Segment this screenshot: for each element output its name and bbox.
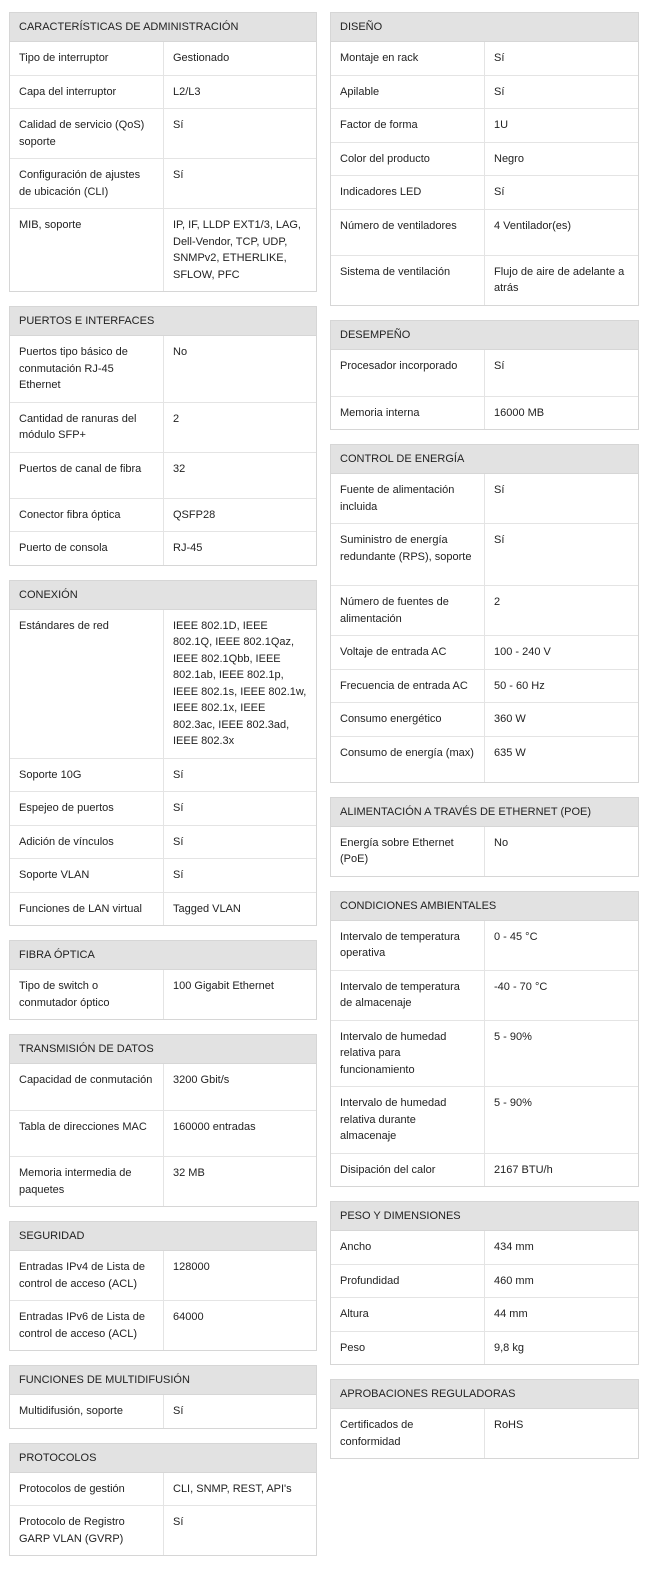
spec-label-text: Consumo de energía (max) xyxy=(340,746,474,759)
spec-label-text: Tabla de direcciones MAC xyxy=(19,1121,147,1133)
spec-value: 32 MB xyxy=(173,1167,205,1179)
spec-value: Sí xyxy=(173,1516,184,1528)
spec-row xyxy=(331,523,638,585)
spec-label xyxy=(10,499,164,532)
spec-value: Sí xyxy=(173,835,184,848)
spec-label xyxy=(331,176,485,209)
spec-row xyxy=(331,736,638,782)
spec-label xyxy=(331,703,485,736)
spec-value: Gestionado xyxy=(173,52,230,64)
spec-label-text: Certificados de conformidad xyxy=(340,1419,414,1448)
spec-value: 1U xyxy=(494,119,509,131)
spec-value: 100 Gigabit Ethernet xyxy=(173,980,274,992)
section-title: DESEMPEÑO xyxy=(331,321,638,350)
spec-row xyxy=(331,42,638,75)
section-title: CONEXIÓN xyxy=(10,581,316,610)
spec-label-text: Calidad de servicio (QoS) soporte xyxy=(19,119,145,148)
spec-value: 2167 BTU/h xyxy=(494,1163,553,1176)
spec-label xyxy=(331,1231,485,1264)
spec-row xyxy=(331,702,638,736)
spec-section-aprobaciones-reguladoras xyxy=(330,1379,639,1459)
spec-label xyxy=(331,524,485,585)
spec-row xyxy=(10,892,316,926)
spec-value: No xyxy=(173,346,188,358)
spec-value: Sí xyxy=(494,52,505,64)
spec-value: Sí xyxy=(494,484,505,496)
spec-label-text: Estándares de red xyxy=(19,619,109,632)
spec-label-text: Entradas IPv4 de Lista de control de acceso (ACL) xyxy=(19,1261,145,1290)
spec-value: Sí xyxy=(494,186,505,198)
spec-section-seguridad xyxy=(9,1221,317,1351)
spec-label xyxy=(10,859,164,892)
spec-label xyxy=(331,921,485,970)
spec-label xyxy=(10,42,164,75)
spec-label-text: Memoria intermedia de paquetes xyxy=(19,1167,132,1196)
spec-label xyxy=(331,109,485,142)
spec-label xyxy=(331,586,485,635)
section-title: PUERTOS E INTERFACES xyxy=(10,307,316,336)
section-title: APROBACIONES REGULADORAS xyxy=(331,1380,638,1409)
section-title: DISEÑO xyxy=(331,13,638,42)
spec-label xyxy=(10,1473,164,1506)
spec-value: 2 xyxy=(494,596,501,608)
spec-label-text: Memoria interna xyxy=(340,406,420,419)
spec-label-text: Conector fibra óptica xyxy=(19,508,121,521)
spec-label xyxy=(331,350,485,396)
spec-row xyxy=(10,1300,316,1350)
spec-value: RoHS xyxy=(494,1419,524,1431)
spec-value: 9,8 kg xyxy=(494,1341,524,1354)
spec-value: IP, IF, LLDP EXT1/3, LAG, Dell-Vendor, TCP, UDP, SNMPv2, ETHERLIKE, SFLOW, PFC xyxy=(173,219,301,281)
spec-label-text: Adición de vínculos xyxy=(19,835,114,848)
spec-section-control-de-energia xyxy=(330,444,639,783)
spec-value: 5 - 90% xyxy=(494,1097,532,1109)
spec-label-text: Funciones de LAN virtual xyxy=(19,902,142,915)
spec-label xyxy=(10,970,164,1019)
spec-value: Sí xyxy=(494,359,505,372)
spec-label xyxy=(10,1157,164,1206)
spec-label xyxy=(10,1251,164,1300)
spec-value: Tagged VLAN xyxy=(173,902,241,915)
spec-value: 128000 xyxy=(173,1261,210,1273)
spec-row xyxy=(331,1231,638,1264)
spec-label-text: Entradas IPv6 de Lista de control de acceso (ACL) xyxy=(19,1311,145,1340)
spec-label-text: Puertos tipo básico de conmutación RJ-45 Ethernet xyxy=(19,346,128,391)
spec-label-text: Altura xyxy=(340,1308,369,1320)
spec-label-text: Voltaje de entrada AC xyxy=(340,646,447,658)
spec-label xyxy=(331,1265,485,1298)
spec-value: Sí xyxy=(173,169,184,181)
spec-row xyxy=(10,75,316,109)
spec-row xyxy=(10,208,316,291)
spec-label-text: Multidifusión, soporte xyxy=(19,1405,123,1417)
spec-label xyxy=(10,759,164,792)
spec-label xyxy=(10,1506,164,1555)
spec-label xyxy=(331,42,485,75)
spec-label-text: Intervalo de temperatura operativa xyxy=(340,930,460,959)
spec-row xyxy=(331,921,638,970)
spec-section-condiciones-ambientales xyxy=(330,891,639,1188)
spec-row xyxy=(10,1064,316,1110)
spec-label xyxy=(331,474,485,523)
spec-section-desempeno xyxy=(330,320,639,431)
spec-section-protocolos xyxy=(9,1443,317,1557)
section-title: TRANSMISIÓN DE DATOS xyxy=(10,1035,316,1064)
spec-label xyxy=(331,210,485,255)
spec-label-text: Soporte 10G xyxy=(19,768,82,781)
spec-row xyxy=(331,396,638,430)
spec-row xyxy=(10,531,316,565)
spec-value: Flujo de aire de adelante a atrás xyxy=(494,265,625,294)
spec-label xyxy=(10,336,164,402)
spec-label-text: Montaje en rack xyxy=(340,52,419,64)
spec-label-text: Número de fuentes de alimentación xyxy=(340,596,449,625)
spec-value: 3200 Gbit/s xyxy=(173,1074,230,1086)
spec-section-funciones-de-multidifusion xyxy=(9,1365,317,1429)
spec-row xyxy=(331,1153,638,1187)
spec-row xyxy=(10,402,316,452)
spec-row xyxy=(10,758,316,792)
spec-row xyxy=(10,1395,316,1428)
spec-label xyxy=(10,403,164,452)
spec-value: 2 xyxy=(173,412,180,425)
spec-row xyxy=(10,336,316,402)
spec-label xyxy=(10,1301,164,1350)
spec-row xyxy=(331,1331,638,1365)
spec-label xyxy=(10,826,164,859)
spec-label xyxy=(331,1021,485,1087)
spec-label xyxy=(10,109,164,158)
spec-row xyxy=(331,1086,638,1153)
spec-label xyxy=(10,1064,164,1110)
spec-label-text: Sistema de ventilación xyxy=(340,265,451,278)
spec-label xyxy=(10,209,164,291)
spec-value: CLI, SNMP, REST, API's xyxy=(173,1482,292,1495)
spec-value: 32 xyxy=(173,462,186,475)
section-title: FUNCIONES DE MULTIDIFUSIÓN xyxy=(10,1366,316,1395)
section-title: PROTOCOLOS xyxy=(10,1444,316,1473)
spec-section-fibra-optica xyxy=(9,940,317,1020)
spec-section-puertos-e-interfaces xyxy=(9,306,317,566)
spec-value: Sí xyxy=(494,85,505,98)
spec-label xyxy=(331,1409,485,1458)
spec-row xyxy=(10,42,316,75)
spec-label-text: Capacidad de conmutación xyxy=(19,1074,153,1086)
spec-value: 50 - 60 Hz xyxy=(494,679,545,692)
spec-value: Negro xyxy=(494,152,524,165)
spec-value: 44 mm xyxy=(494,1308,528,1320)
spec-value: 64000 xyxy=(173,1311,204,1323)
spec-row xyxy=(331,1020,638,1087)
spec-value: Sí xyxy=(173,802,184,814)
spec-label-text: Puerto de consola xyxy=(19,542,108,554)
section-title: ALIMENTACIÓN A TRAVÉS DE ETHERNET (POE) xyxy=(331,798,638,827)
spec-label-text: Protocolos de gestión xyxy=(19,1482,125,1495)
spec-value: 160000 entradas xyxy=(173,1121,256,1133)
spec-label-text: Puertos de canal de fibra xyxy=(19,462,142,475)
spec-value: Sí xyxy=(173,1405,184,1417)
spec-value: QSFP28 xyxy=(173,508,216,521)
spec-label-text: Color del producto xyxy=(340,152,430,165)
spec-row xyxy=(10,108,316,158)
spec-label-text: Suministro de energía redundante (RPS), soporte xyxy=(340,534,472,563)
spec-value: 360 W xyxy=(494,713,526,725)
section-title: CONDICIONES AMBIENTALES xyxy=(331,892,638,921)
spec-row xyxy=(10,791,316,825)
spec-label xyxy=(10,610,164,758)
spec-row xyxy=(10,1505,316,1555)
spec-label xyxy=(10,1111,164,1156)
spec-value: Sí xyxy=(173,119,184,131)
spec-row xyxy=(331,669,638,703)
spec-label-text: Tipo de switch o conmutador óptico xyxy=(19,980,110,1009)
spec-row xyxy=(331,142,638,176)
right-column xyxy=(330,12,639,1473)
spec-label xyxy=(331,737,485,782)
spec-value: 5 - 90% xyxy=(494,1030,532,1043)
spec-label-text: Indicadores LED xyxy=(340,186,422,198)
spec-row xyxy=(331,635,638,669)
spec-label xyxy=(10,453,164,498)
spec-label-text: Consumo energético xyxy=(340,713,442,725)
spec-row xyxy=(10,1251,316,1300)
spec-row xyxy=(331,108,638,142)
spec-label xyxy=(10,1395,164,1428)
spec-label-text: Intervalo de humedad relativa durante almacenaje xyxy=(340,1097,447,1142)
spec-label xyxy=(331,1154,485,1187)
spec-label-text: Ancho xyxy=(340,1241,372,1253)
spec-label xyxy=(331,397,485,430)
spec-row xyxy=(331,474,638,523)
spec-label-text: Peso xyxy=(340,1341,366,1354)
spec-label xyxy=(331,1298,485,1331)
spec-label-text: Profundidad xyxy=(340,1274,400,1287)
spec-row xyxy=(10,825,316,859)
spec-value: 16000 MB xyxy=(494,406,545,419)
section-title: SEGURIDAD xyxy=(10,1222,316,1251)
spec-row xyxy=(10,158,316,208)
spec-label-text: Cantidad de ranuras del módulo SFP+ xyxy=(19,412,137,441)
section-title: CONTROL DE ENERGÍA xyxy=(331,445,638,474)
spec-value: No xyxy=(494,836,509,849)
spec-label-text: Configuración de ajustes de ubicación (CLI) xyxy=(19,169,141,198)
spec-value: 460 mm xyxy=(494,1274,534,1287)
spec-label-text: Soporte VLAN xyxy=(19,869,90,881)
spec-row xyxy=(331,209,638,255)
spec-label xyxy=(10,76,164,109)
spec-row xyxy=(331,350,638,396)
spec-row xyxy=(10,970,316,1019)
section-title: CARACTERÍSTICAS DE ADMINISTRACIÓN xyxy=(10,13,316,42)
spec-label-text: Intervalo de humedad relativa para funcionamiento xyxy=(340,1030,447,1076)
spec-label xyxy=(331,76,485,109)
spec-label-text: Intervalo de temperatura de almacenaje xyxy=(340,980,460,1009)
spec-label xyxy=(331,827,485,876)
spec-value: 434 mm xyxy=(494,1241,534,1253)
spec-value: RJ-45 xyxy=(173,542,203,554)
spec-value: L2/L3 xyxy=(173,85,201,98)
spec-row xyxy=(10,1156,316,1206)
spec-value: 4 Ventilador(es) xyxy=(494,219,572,232)
spec-value: 100 - 240 V xyxy=(494,646,551,658)
spec-row xyxy=(331,255,638,305)
spec-label-text: Disipación del calor xyxy=(340,1163,436,1176)
spec-row xyxy=(331,1409,638,1458)
spec-label xyxy=(331,670,485,703)
spec-label xyxy=(10,792,164,825)
section-title: FIBRA ÓPTICA xyxy=(10,941,316,970)
section-title: PESO Y DIMENSIONES xyxy=(331,1202,638,1231)
spec-value: -40 - 70 °C xyxy=(494,980,548,993)
spec-label-text: Energía sobre Ethernet (PoE) xyxy=(340,836,454,865)
spec-label xyxy=(331,143,485,176)
spec-row xyxy=(10,452,316,498)
left-column xyxy=(9,12,317,1570)
spec-row xyxy=(10,498,316,532)
spec-row xyxy=(331,827,638,876)
spec-label-text: Número de ventiladores xyxy=(340,219,457,232)
spec-label-text: Tipo de interruptor xyxy=(19,52,109,64)
spec-row xyxy=(331,175,638,209)
spec-row xyxy=(331,970,638,1020)
spec-label xyxy=(331,1087,485,1153)
spec-value: Sí xyxy=(173,869,184,881)
spec-row xyxy=(10,1110,316,1156)
spec-label xyxy=(331,971,485,1020)
spec-label-text: Fuente de alimentación incluida xyxy=(340,484,455,513)
spec-section-transmision-de-datos xyxy=(9,1034,317,1207)
spec-label-text: Espejeo de puertos xyxy=(19,802,114,814)
spec-label-text: Capa del interruptor xyxy=(19,85,117,98)
spec-section-diseno xyxy=(330,12,639,306)
spec-section-conexion xyxy=(9,580,317,927)
spec-row xyxy=(331,75,638,109)
spec-value: Sí xyxy=(494,534,505,546)
spec-label-text: Factor de forma xyxy=(340,119,418,131)
spec-value: 0 - 45 °C xyxy=(494,930,538,943)
spec-label xyxy=(331,636,485,669)
spec-label-text: Procesador incorporado xyxy=(340,359,458,372)
spec-row xyxy=(10,610,316,758)
spec-row xyxy=(331,585,638,635)
spec-section-peso-y-dimensiones xyxy=(330,1201,639,1365)
spec-label-text: MIB, soporte xyxy=(19,219,82,231)
spec-row xyxy=(331,1297,638,1331)
spec-value: Sí xyxy=(173,768,184,781)
spec-label xyxy=(10,893,164,926)
spec-row xyxy=(331,1264,638,1298)
spec-label xyxy=(10,159,164,208)
spec-value: 635 W xyxy=(494,746,526,759)
spec-label xyxy=(331,1332,485,1365)
spec-section-caracteristicas-de-administracion xyxy=(9,12,317,292)
spec-label-text: Protocolo de Registro GARP VLAN (GVRP) xyxy=(19,1516,125,1545)
spec-label-text: Apilable xyxy=(340,85,380,98)
spec-row xyxy=(10,858,316,892)
spec-section-alimentacion-a-traves-de-ethernet-poe xyxy=(330,797,639,877)
spec-label xyxy=(331,256,485,305)
spec-label-text: Frecuencia de entrada AC xyxy=(340,679,468,692)
spec-label xyxy=(10,532,164,565)
spec-value: IEEE 802.1D, IEEE 802.1Q, IEEE 802.1Qaz, IEEE 802.1Qbb, IEEE 802.1ab, IEEE 802.1p, IEEE 802.1s, IEEE 802.1w, IEEE 802.1x, IEEE 802.3ac, IEEE 802.3ad, IEEE 802.3x xyxy=(173,619,307,747)
spec-row xyxy=(10,1473,316,1506)
